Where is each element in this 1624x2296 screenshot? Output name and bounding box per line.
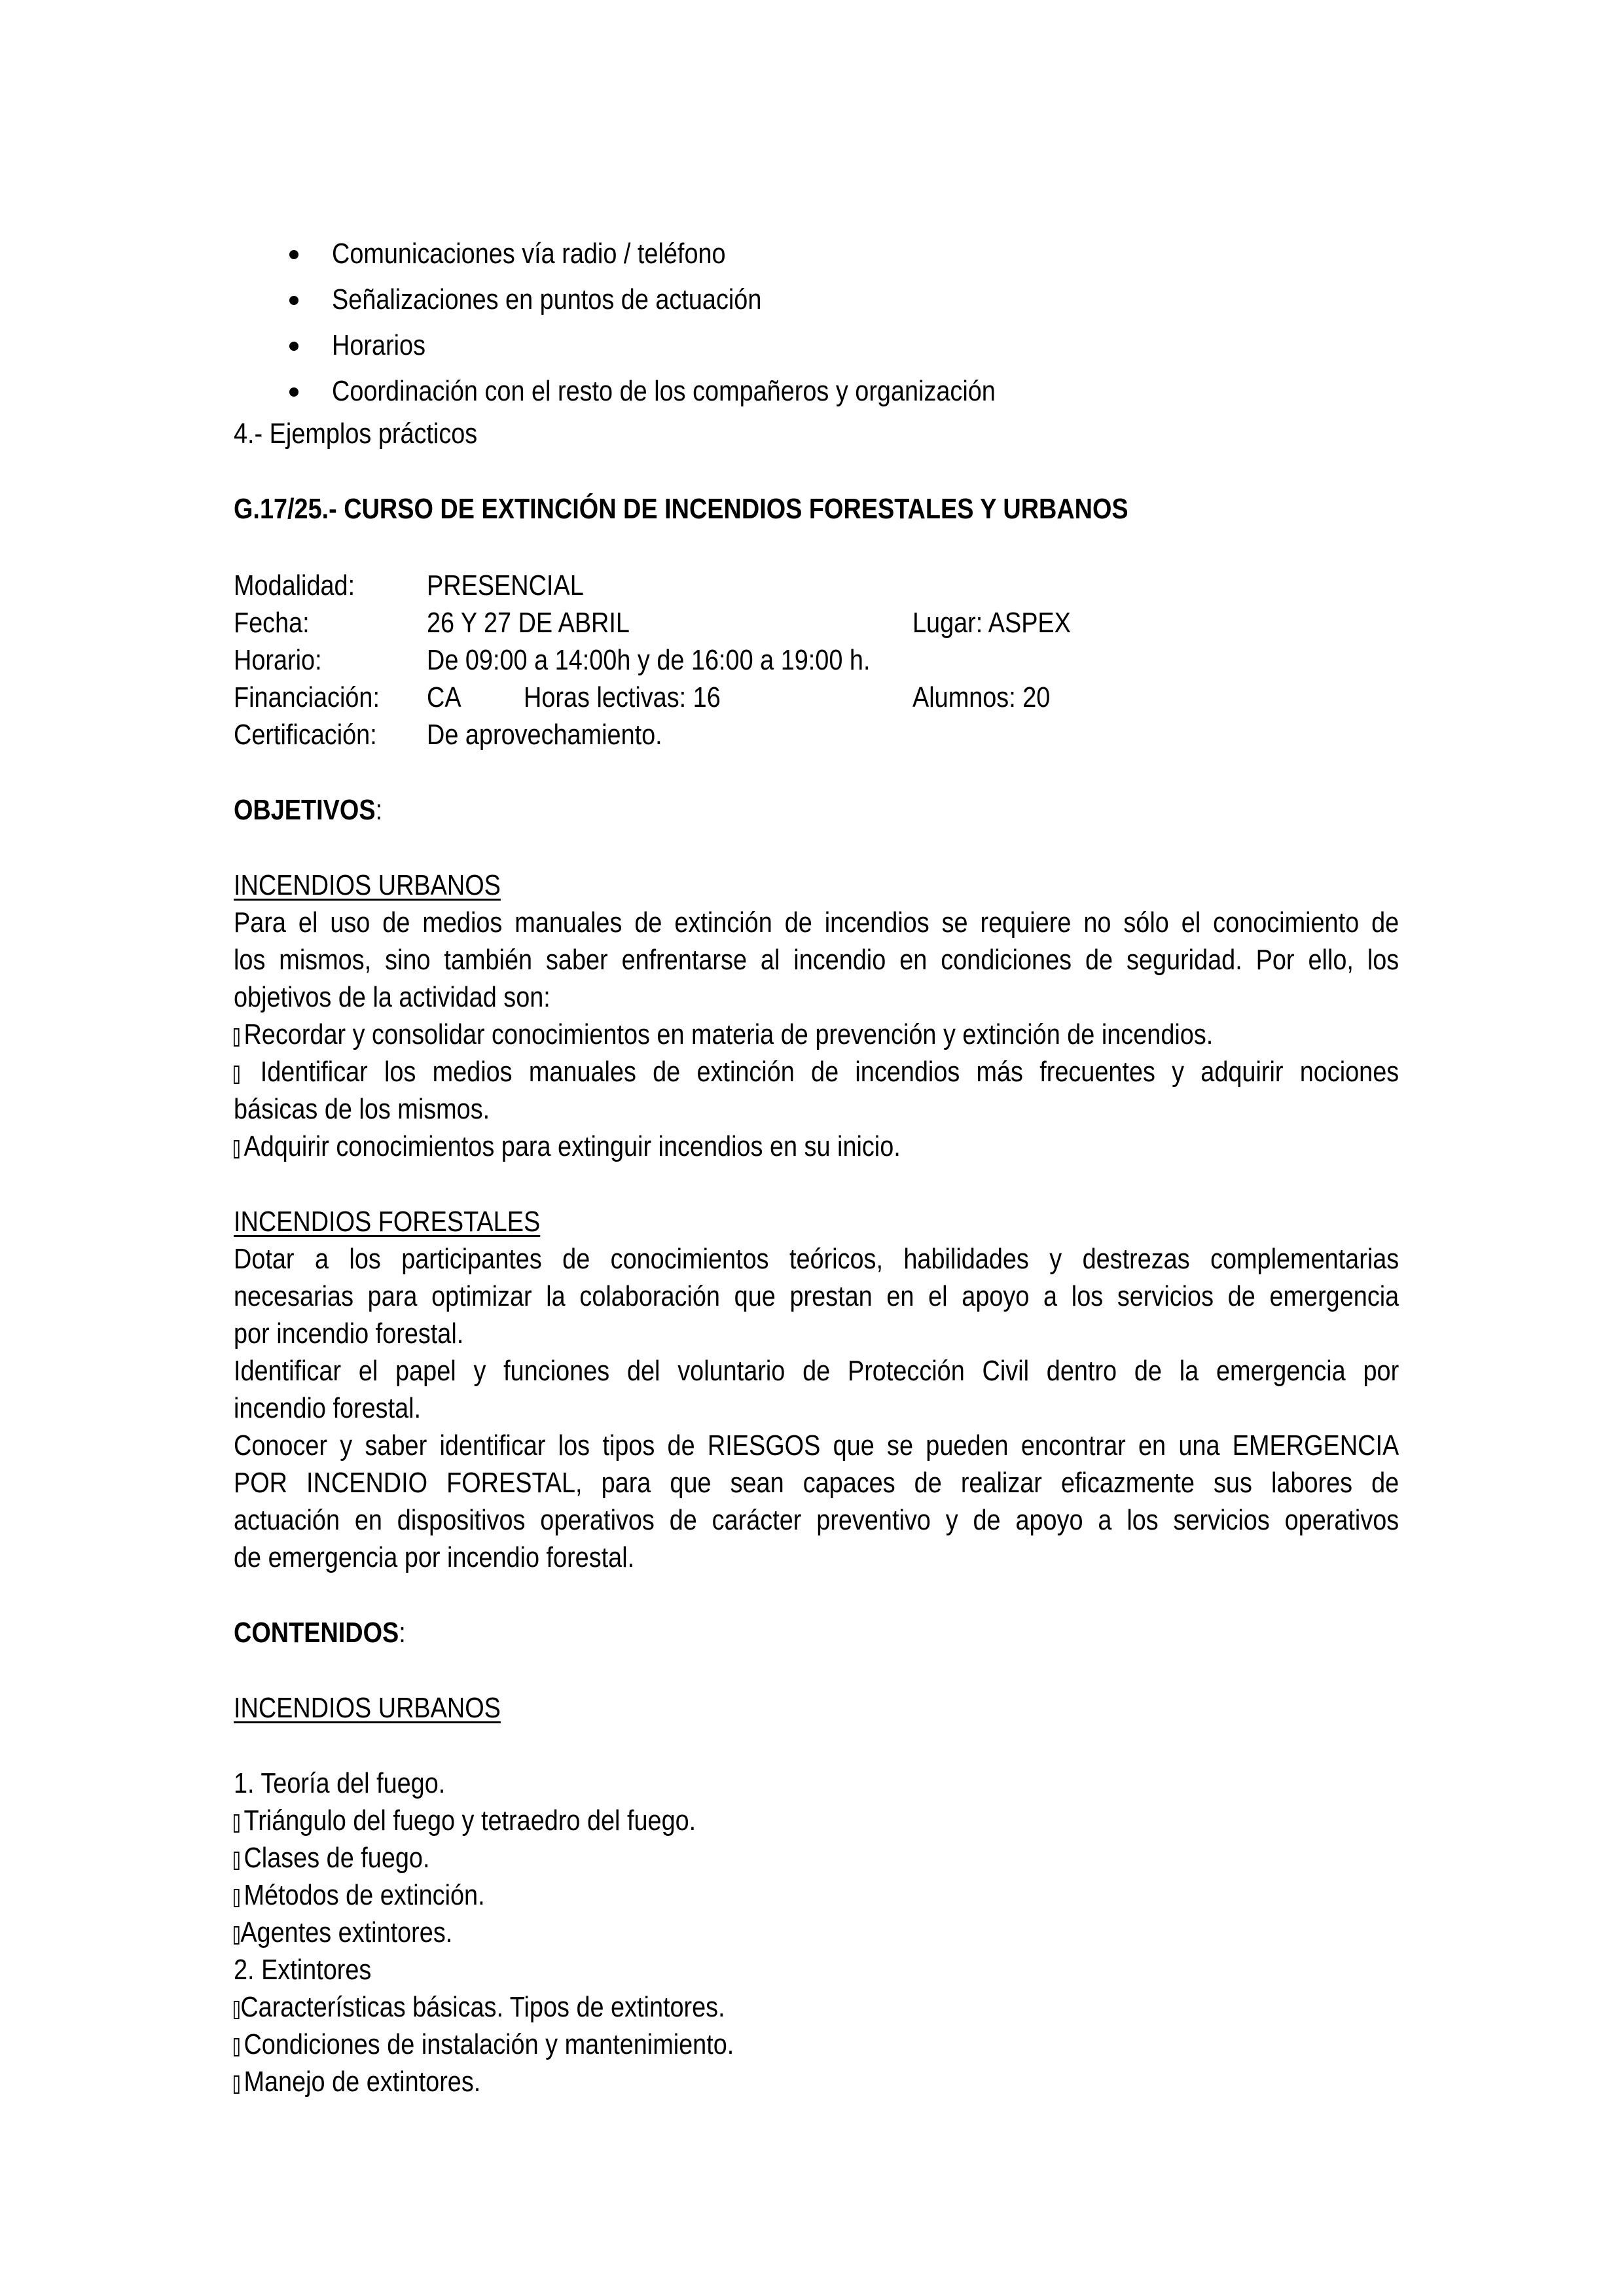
bullet-dot [289,296,298,305]
horario-value: De 09:00 a 14:00h y de 16:00 a 19:00 h. [427,644,871,676]
contenido-subitem-text: Manejo de extintores. [244,2066,481,2098]
bullet-box-icon [234,1814,240,1833]
contenido-item-2: 2. Extintores [234,1954,372,1986]
contenido-subitem-text: Características básicas. Tipos de extintores. [240,1991,725,2023]
contenido-subitem [234,1803,696,1839]
bullet-item: Coordinación con el resto de los compañeros y organización [332,375,996,407]
paragraph-line: por incendio forestal. [234,1318,464,1350]
objective-item-text: Adquirir conocimientos para extinguir incendios en su inicio. [244,1130,901,1162]
certificacion-label: Certificación: [234,719,377,751]
contenido-subitem-text: Agentes extintores. [240,1916,453,1948]
objetivos-urbanos-heading: INCENDIOS URBANOS [234,869,501,901]
paragraph-line: los mismos, sino también saber enfrentarse al incendio en condiciones de seguridad. Por ello, los [234,944,1399,976]
financiacion-label: Financiación: [234,681,380,713]
bullet-box-icon [234,1028,240,1047]
contenido-subitem-text: Triángulo del fuego y tetraedro del fuego. [244,1804,696,1837]
bullet-dot [289,342,298,351]
objective-item [234,1054,1399,1090]
bullet-box-icon [234,2001,240,2019]
objective-item [234,1128,901,1165]
bullet-item: Señalizaciones en puntos de actuación [332,283,762,315]
financiacion-value: CA [427,681,461,713]
contenidos-urbanos-heading: INCENDIOS URBANOS [234,1692,501,1724]
paragraph-line: Identificar el papel y funciones del voluntario de Protección Civil dentro de la emergencia por [234,1355,1399,1387]
bullet-dot [289,250,298,259]
section-4-title: 4.- Ejemplos prácticos [234,418,478,450]
contenidos-heading-line [234,1615,406,1651]
paragraph-line: Dotar a los participantes de conocimientos teóricos, habilidades y destrezas complementarias [234,1243,1399,1275]
paragraph-line: Conocer y saber identificar los tipos de RIESGOS que se pueden encontrar en una EMERGENCIA [234,1429,1399,1462]
objetivos-heading-line [234,792,382,829]
horas-lectivas: Horas lectivas: 16 [524,681,721,713]
bullet-box-icon [234,1066,240,1084]
contenido-subitem-text: Métodos de extinción. [244,1879,485,1911]
contenido-item-1: 1. Teoría del fuego. [234,1767,446,1799]
paragraph-line: Para el uso de medios manuales de extinción de incendios se requiere no sólo el conocimiento de [234,906,1399,939]
bullet-box-icon [234,2075,240,2094]
heading-colon: : [375,794,383,826]
horario-label: Horario: [234,644,322,676]
paragraph-line: de emergencia por incendio forestal. [234,1541,635,1573]
paragraph-line: objetivos de la actividad son: [234,981,550,1013]
objetivos-forestales-heading: INCENDIOS FORESTALES [234,1206,541,1238]
modalidad-label: Modalidad: [234,569,355,601]
contenido-subitem-text: Condiciones de instalación y mantenimiento. [244,2028,734,2060]
modalidad-value: PRESENCIAL [427,569,584,601]
fecha-label: Fecha: [234,607,310,639]
bullet-item: Horarios [332,329,426,361]
contenido-subitem [234,1914,452,1951]
bullet-dot [289,387,298,397]
objective-item-text: Recordar y consolidar conocimientos en materia de prevención y extinción de incendios. [244,1018,1214,1050]
lugar-value: Lugar: ASPEX [912,607,1071,639]
contenido-subitem [234,1877,485,1914]
paragraph-line: actuación en dispositivos operativos de carácter preventivo y de apoyo a los servicios operativos [234,1504,1399,1536]
bullet-box-icon [234,1889,240,1907]
contenidos-heading: CONTENIDOS [234,1617,399,1649]
paragraph-line: POR INCENDIO FORESTAL, para que sean capaces de realizar eficazmente sus labores de [234,1467,1399,1499]
paragraph-line: incendio forestal. [234,1392,422,1424]
contenido-subitem-text: Clases de fuego. [244,1842,430,1874]
contenido-subitem [234,2064,480,2100]
course-title: G.17/25.- CURSO DE EXTINCIÓN DE INCENDIOS FORESTALES Y URBANOS [234,493,1128,525]
bullet-box-icon [234,1140,240,1158]
objective-item-text: Identificar los medios manuales de extinción de incendios más frecuentes y adquirir nociones [260,1056,1399,1088]
heading-colon: : [399,1617,406,1649]
fecha-value: 26 Y 27 DE ABRIL [427,607,630,639]
paragraph-line: necesarias para optimizar la colaboración que prestan en el apoyo a los servicios de emergencia [234,1280,1399,1312]
contenido-subitem [234,1989,725,2026]
bullet-item: Comunicaciones vía radio / teléfono [332,238,726,270]
bullet-box-icon [234,1852,240,1870]
objective-item [234,1016,1213,1053]
certificacion-value: De aprovechamiento. [427,719,662,751]
contenido-subitem [234,2026,734,2063]
objetivos-heading: OBJETIVOS [234,794,376,826]
alumnos: Alumnos: 20 [912,681,1051,713]
contenido-subitem [234,1840,429,1876]
bullet-box-icon [234,1926,240,1945]
bullet-box-icon [234,2038,240,2056]
objective-item-continued: básicas de los mismos. [234,1093,490,1125]
